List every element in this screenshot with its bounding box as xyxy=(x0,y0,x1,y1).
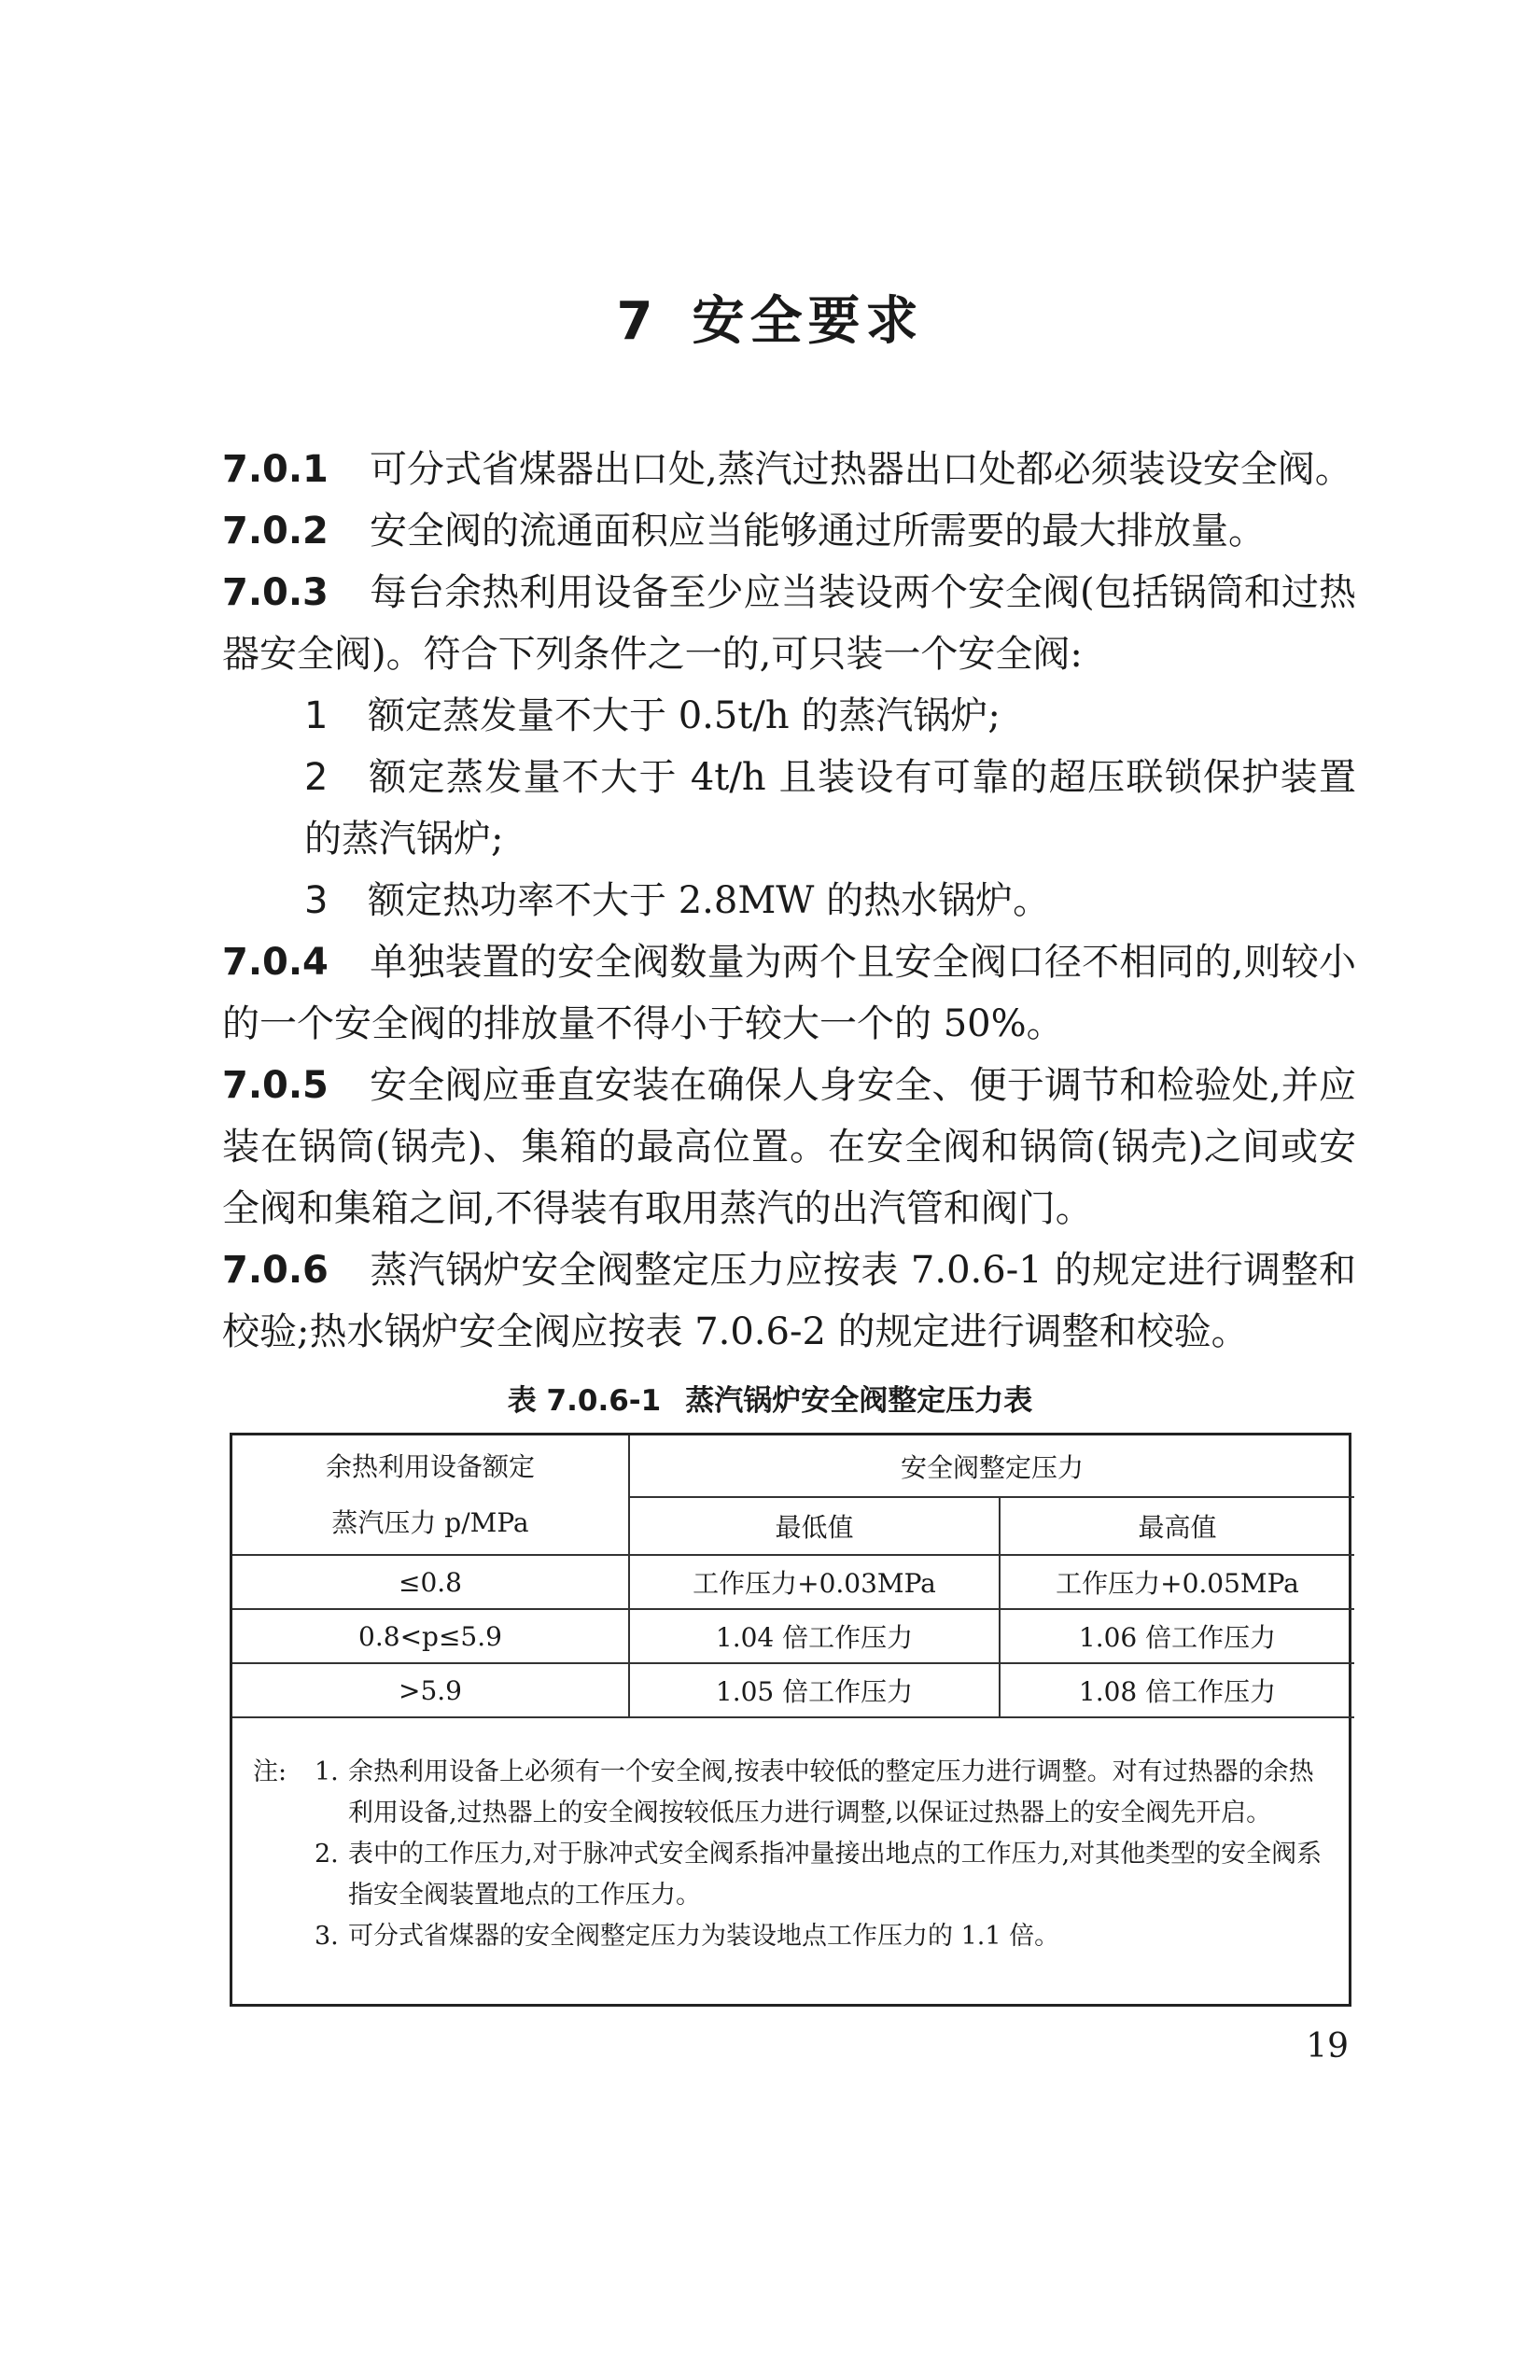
note-text: 可分式省煤器的安全阀整定压力为装设地点工作压力的 1.1 倍。 xyxy=(348,1922,1060,1951)
clause-text: 每台余热利用设备至少应当装设两个安全阀(包括锅筒和过热器安全阀)。符合下列条件之一的,可只装一个安全阀: xyxy=(222,571,1356,676)
page-number: 19 xyxy=(1306,2027,1349,2065)
table-row xyxy=(232,1663,1354,1717)
cell-min: 1.05 倍工作压力 xyxy=(629,1663,1000,1717)
pressure-grid xyxy=(232,1435,1354,1718)
header-set-pressure: 安全阀整定压力 xyxy=(629,1435,1354,1497)
list-item xyxy=(222,870,1356,931)
clause-number: 7.0.2 xyxy=(222,510,329,553)
clause-paragraph xyxy=(222,562,1356,685)
item-number: 1 xyxy=(304,694,329,737)
pressure-table xyxy=(230,1433,1351,2007)
table-header-row xyxy=(232,1435,1354,1497)
table-notes xyxy=(232,1718,1349,1957)
list-item xyxy=(222,747,1356,870)
notes-lead: 注: xyxy=(253,1757,287,1786)
clause-text: 安全阀应垂直安装在确保人身安全、便于调节和检验处,并应装在锅筒(锅壳)、集箱的最高位置。在安全阀和锅筒(锅壳)之间或安全阀和集箱之间,不得装有取用蒸汽的出汽管和阀门。 xyxy=(222,1064,1356,1230)
cell-max: 1.06 倍工作压力 xyxy=(1000,1609,1354,1663)
note-text: 余热利用设备上必须有一个安全阀,按表中较低的整定压力进行调整。对有过热器的余热利用设备,过热器上的安全阀按较低压力进行调整,以保证过热器上的安全阀先开启。 xyxy=(348,1757,1314,1827)
clause-text: 安全阀的流通面积应当能够通过所需要的最大排放量。 xyxy=(370,510,1266,553)
item-number: 3 xyxy=(304,879,329,922)
header-min: 最低值 xyxy=(629,1497,1000,1555)
clause-text: 蒸汽锅炉安全阀整定压力应按表 7.0.6-1 的规定进行调整和校验;热水锅炉安全阀应按表 7.0.6-2 的规定进行调整和校验。 xyxy=(222,1249,1356,1353)
cell-min: 工作压力+0.03MPa xyxy=(629,1555,1000,1609)
clause-text: 可分式省煤器出口处,蒸汽过热器出口处都必须装设安全阀。 xyxy=(370,448,1352,491)
chapter-name: 安全要求 xyxy=(692,291,924,352)
note-item xyxy=(253,1916,1328,1957)
item-text: 额定热功率不大于 2.8MW 的热水锅炉。 xyxy=(368,879,1051,922)
item-text: 额定蒸发量不大于 0.5t/h 的蒸汽锅炉; xyxy=(368,694,1001,737)
clause-paragraph xyxy=(222,500,1356,562)
cell-pressure: >5.9 xyxy=(232,1663,629,1717)
clause-number: 7.0.6 xyxy=(222,1249,329,1292)
header-max: 最高值 xyxy=(1000,1497,1354,1555)
cell-max: 1.08 倍工作压力 xyxy=(1000,1663,1354,1717)
clause-text: 单独装置的安全阀数量为两个且安全阀口径不相同的,则较小的一个安全阀的排放量不得小于较大一个的 50%。 xyxy=(222,941,1356,1045)
note-number: 1. xyxy=(315,1757,339,1786)
header-line: 蒸汽压力 p/MPa xyxy=(331,1506,529,1538)
clause-paragraph xyxy=(222,1055,1356,1239)
header-rated-pressure xyxy=(232,1435,629,1555)
clause-paragraph xyxy=(222,439,1356,500)
clause-number: 7.0.4 xyxy=(222,941,329,984)
cell-min: 1.04 倍工作压力 xyxy=(629,1609,1000,1663)
table-row xyxy=(232,1609,1354,1663)
list-item xyxy=(222,685,1356,747)
clause-paragraph xyxy=(222,931,1356,1055)
chapter-number: 7 xyxy=(616,291,659,352)
table-number: 表 7.0.6-1 xyxy=(507,1384,662,1418)
cell-pressure: 0.8<p≤5.9 xyxy=(232,1609,629,1663)
item-number: 2 xyxy=(304,756,329,799)
item-text: 额定蒸发量不大于 4t/h 且装设有可靠的超压联锁保护装置的蒸汽锅炉; xyxy=(304,756,1356,861)
note-number: 3. xyxy=(315,1922,339,1951)
clause-number: 7.0.1 xyxy=(222,448,329,491)
table-caption xyxy=(0,1377,1540,1419)
note-number: 2. xyxy=(315,1840,339,1869)
clause-number: 7.0.5 xyxy=(222,1064,329,1107)
table-row xyxy=(232,1555,1354,1609)
cell-max: 工作压力+0.05MPa xyxy=(1000,1555,1354,1609)
clause-paragraph xyxy=(222,1239,1356,1363)
table-title: 蒸汽锅炉安全阀整定压力表 xyxy=(685,1384,1033,1418)
body-text xyxy=(222,439,1356,1363)
header-line: 余热利用设备额定 xyxy=(325,1450,535,1482)
clause-number: 7.0.3 xyxy=(222,571,329,614)
cell-pressure: ≤0.8 xyxy=(232,1555,629,1609)
note-item xyxy=(253,1752,1328,1834)
note-text: 表中的工作压力,对于脉冲式安全阀系指冲量接出地点的工作压力,对其他类型的安全阀系指安全阀装置地点的工作压力。 xyxy=(348,1840,1323,1910)
chapter-title xyxy=(0,280,1540,355)
note-item xyxy=(253,1834,1328,1916)
